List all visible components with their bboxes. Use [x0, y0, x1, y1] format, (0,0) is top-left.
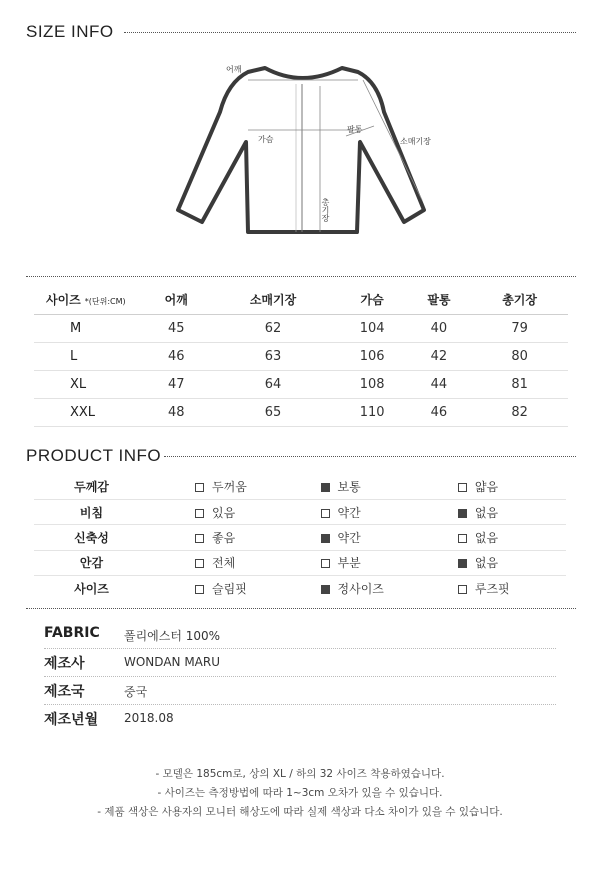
- jacket-outline-icon: [160, 50, 450, 250]
- product-info-label: 신축성: [34, 525, 149, 550]
- product-info-option: [438, 499, 566, 524]
- garment-size-diagram: [160, 50, 450, 250]
- product-info-option: [149, 525, 310, 550]
- unchecked-box-icon: [458, 585, 467, 594]
- size-unit-label: *(단위:CM): [84, 297, 126, 307]
- size-value: 42: [407, 342, 472, 370]
- size-value: 65: [209, 398, 338, 426]
- product-info-option: [311, 474, 438, 499]
- checked-box-icon: [321, 483, 330, 492]
- diagram-label-chest: 가슴: [258, 135, 274, 144]
- product-info-option: [311, 525, 438, 550]
- detail-value: 중국: [124, 685, 148, 699]
- detail-row-country: [44, 677, 556, 705]
- size-value: 46: [144, 342, 209, 370]
- product-info-option: [438, 474, 566, 499]
- option-label: 없음: [474, 505, 499, 520]
- diagram-label-shoulder: 어깨: [226, 65, 242, 74]
- diagram-label-total-length: 총기장: [321, 198, 330, 222]
- size-table-header: [34, 286, 568, 314]
- option-label: 정사이즈: [337, 582, 384, 596]
- size-column-header: 어깨: [144, 286, 209, 314]
- unchecked-box-icon: [195, 534, 204, 543]
- size-value: 63: [209, 342, 338, 370]
- product-info-option: [438, 550, 566, 575]
- product-info-label: 비침: [34, 499, 149, 524]
- option-label: 약간: [337, 530, 361, 545]
- diagram-label-upper-arm: 팔통: [347, 125, 363, 134]
- size-value: 80: [471, 342, 568, 370]
- option-label: 부분: [337, 556, 361, 571]
- option-label: 약간: [337, 505, 361, 520]
- size-name: L: [34, 342, 144, 370]
- diagram-label-sleeve-length: 소매기장: [400, 137, 431, 146]
- size-value: 104: [338, 314, 407, 342]
- unchecked-box-icon: [458, 534, 467, 543]
- detail-row-manufacturer: [44, 649, 556, 677]
- unchecked-box-icon: [195, 559, 204, 568]
- option-label: 슬림핏: [212, 582, 247, 596]
- size-name: XL: [34, 370, 144, 398]
- detail-value: 폴리에스터 100%: [124, 629, 221, 643]
- size-value: 110: [338, 398, 407, 426]
- unchecked-box-icon: [321, 559, 330, 568]
- table-row: [34, 342, 568, 370]
- product-info-label: 두께감: [34, 474, 149, 499]
- size-column-header: 팔통: [407, 286, 472, 314]
- unchecked-box-icon: [321, 509, 330, 518]
- checked-box-icon: [321, 585, 330, 594]
- size-value: 40: [407, 314, 472, 342]
- checked-box-icon: [321, 534, 330, 543]
- size-value: 64: [209, 370, 338, 398]
- product-info-table: [34, 474, 566, 601]
- detail-value: 2018.08: [124, 711, 174, 725]
- product-info-row: [34, 474, 566, 499]
- size-value: 47: [144, 370, 209, 398]
- product-info-row: [34, 576, 566, 601]
- option-label: 전체: [212, 556, 236, 571]
- product-info-row: [34, 525, 566, 550]
- product-info-divider: [26, 608, 576, 609]
- option-label: 없음: [474, 556, 499, 571]
- size-table: [34, 286, 568, 427]
- option-label: 루즈핏: [474, 582, 510, 596]
- product-info-row: [34, 550, 566, 575]
- table-row: [34, 370, 568, 398]
- size-value: 106: [338, 342, 407, 370]
- detail-key: 제조국: [44, 684, 85, 700]
- size-value: 46: [407, 398, 472, 426]
- table-row: [34, 398, 568, 426]
- detail-key: 제조년월: [44, 712, 99, 728]
- product-info-label: 안감: [34, 550, 149, 575]
- product-info-option: [438, 525, 566, 550]
- size-name: M: [34, 314, 144, 342]
- product-info-label: 사이즈: [74, 582, 109, 596]
- size-header-cell: [34, 286, 144, 314]
- size-name: XXL: [34, 398, 144, 426]
- product-info-option: [149, 550, 310, 575]
- detail-value: WONDAN MARU: [124, 655, 220, 669]
- note-model: - 모델은 185cm로, 상의 XL / 하의 32 사이즈 착용하였습니다.: [155, 768, 445, 780]
- unchecked-box-icon: [195, 483, 204, 492]
- product-info-option: [149, 474, 310, 499]
- note-color: - 제품 색상은 사용자의 모니터 해상도에 따라 실제 색상과 다소 차이가 있을 수 있습니다.: [97, 806, 503, 818]
- product-info-option: [311, 499, 438, 524]
- size-info-title: SIZE INFO: [26, 22, 114, 41]
- product-info-title-line: [164, 456, 576, 457]
- size-value: 81: [471, 370, 568, 398]
- option-label: 보통: [337, 479, 361, 494]
- product-info-row: [34, 499, 566, 524]
- unchecked-box-icon: [195, 585, 204, 594]
- detail-key: FABRIC: [44, 625, 100, 641]
- size-value: 82: [471, 398, 568, 426]
- size-column-header: 가슴: [338, 286, 407, 314]
- size-header-label: 사이즈: [46, 293, 81, 308]
- detail-key: 제조사: [44, 656, 85, 672]
- size-value: 62: [209, 314, 338, 342]
- option-label: 좋음: [212, 530, 236, 545]
- checked-box-icon: [458, 559, 467, 568]
- product-info-option: [311, 576, 438, 601]
- option-label: 얇음: [474, 479, 499, 494]
- detail-row-date: [44, 705, 556, 733]
- size-column-header: 소매기장: [209, 286, 338, 314]
- detail-row-fabric: [44, 621, 556, 649]
- unchecked-box-icon: [195, 509, 204, 518]
- product-info-option: [438, 576, 566, 601]
- option-label: 두꺼움: [212, 479, 247, 494]
- size-value: 45: [144, 314, 209, 342]
- size-column-header: 총기장: [471, 286, 568, 314]
- note-size-tolerance: - 사이즈는 측정방법에 따라 1~3cm 오차가 있을 수 있습니다.: [157, 787, 443, 799]
- size-value: 108: [338, 370, 407, 398]
- size-info-title-line: [124, 32, 576, 33]
- size-value: 44: [407, 370, 472, 398]
- product-info-option: [311, 550, 438, 575]
- checked-box-icon: [458, 509, 467, 518]
- size-value: 79: [471, 314, 568, 342]
- size-info-divider: [26, 276, 576, 277]
- option-label: 없음: [474, 530, 499, 545]
- unchecked-box-icon: [458, 483, 467, 492]
- table-row: [34, 314, 568, 342]
- option-label: 있음: [212, 505, 236, 520]
- size-value: 48: [144, 398, 209, 426]
- product-info-title: PRODUCT INFO: [26, 446, 162, 465]
- product-info-option: [149, 576, 310, 601]
- product-info-option: [149, 499, 310, 524]
